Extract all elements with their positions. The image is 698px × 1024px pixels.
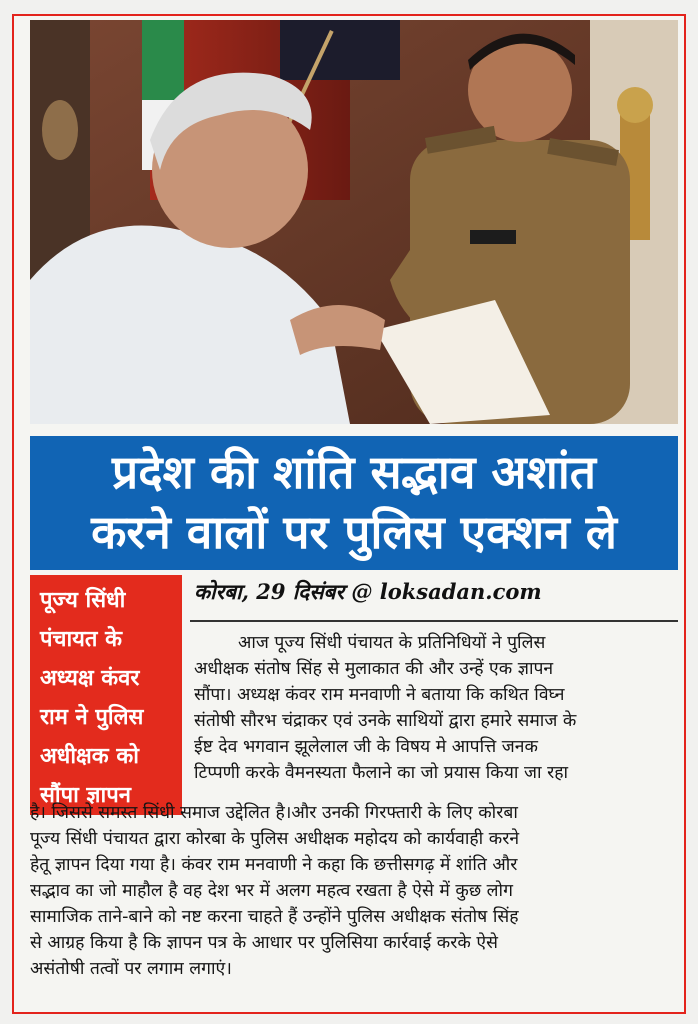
photo-illustration [30, 20, 678, 424]
headline-line-2: करने वालों पर पुलिस एक्शन ले [91, 505, 617, 559]
headline-line-1: प्रदेश की शांति सद्भाव अशांत [112, 445, 596, 499]
article-line: सौंपा। अध्यक्ष कंवर राम मनवाणी ने बताया कि कथित विघ्न [194, 685, 565, 705]
article-line: पूज्य सिंधी पंचायत द्वारा कोरबा के पुलिस अधीक्षक महोदय को कार्यवाही करने [30, 829, 520, 849]
divider-rule [190, 620, 678, 622]
article-line: टिप्पणी करके वैमनस्यता फैलाने का जो प्रयास किया जा रहा [194, 763, 569, 783]
article-line: असंतोषी तत्वों पर लगाम लगाएं। [30, 959, 232, 979]
sidebar-line: पंचायत के [40, 627, 123, 652]
article-line: है। जिससे समस्त सिंधी समाज उद्देलित है।और उनकी गिरफ्तारी के लिए कोरबा [30, 803, 518, 823]
sidebar-summary-box [30, 575, 182, 815]
sidebar-line: सौंपा ज्ञापन [40, 783, 131, 808]
sidebar-line: राम ने पुलिस [40, 705, 144, 730]
article-line: आज पूज्य सिंधी पंचायत के प्रतिनिधियों ने पुलिस [238, 633, 546, 653]
article-line: अधीक्षक संतोष सिंह से मुलाकात की और उन्हें एक ज्ञापन [194, 659, 554, 679]
article-line: सद्भाव का जो माहौल है वह देश भर में अलग महत्व रखता है ऐसे में कुछ लोग [30, 881, 513, 901]
sidebar-line: अध्यक्ष कंवर [40, 666, 140, 691]
news-photo [30, 20, 678, 424]
article-line: ईष्ट देव भगवान झूलेलाल जी के विषय मे आपत्ति जनक [194, 737, 538, 757]
article-line: संतोषी सौरभ चंद्राकर एवं उनके साथियों द्वारा हमारे समाज के [194, 711, 577, 731]
article-line: से आग्रह किया है कि ज्ञापन पत्र के आधार पर पुलिसिया कार्रवाई करके ऐसे [30, 933, 498, 953]
article-line: हेतू ज्ञापन दिया गया है। कंवर राम मनवाणी ने कहा कि छत्तीसगढ़ में शांति और [30, 855, 518, 875]
dateline: कोरबा, 29 दिसंबर @ loksadan.com [194, 579, 542, 604]
sidebar-line: पूज्य सिंधी [40, 588, 126, 613]
sidebar-line: अधीक्षक को [40, 744, 139, 769]
article-line: सामाजिक ताने-बाने को नष्ट करना चाहते हैं उन्होंने पुलिस अधीक्षक संतोष सिंह [30, 907, 519, 927]
headline-banner [30, 436, 678, 570]
